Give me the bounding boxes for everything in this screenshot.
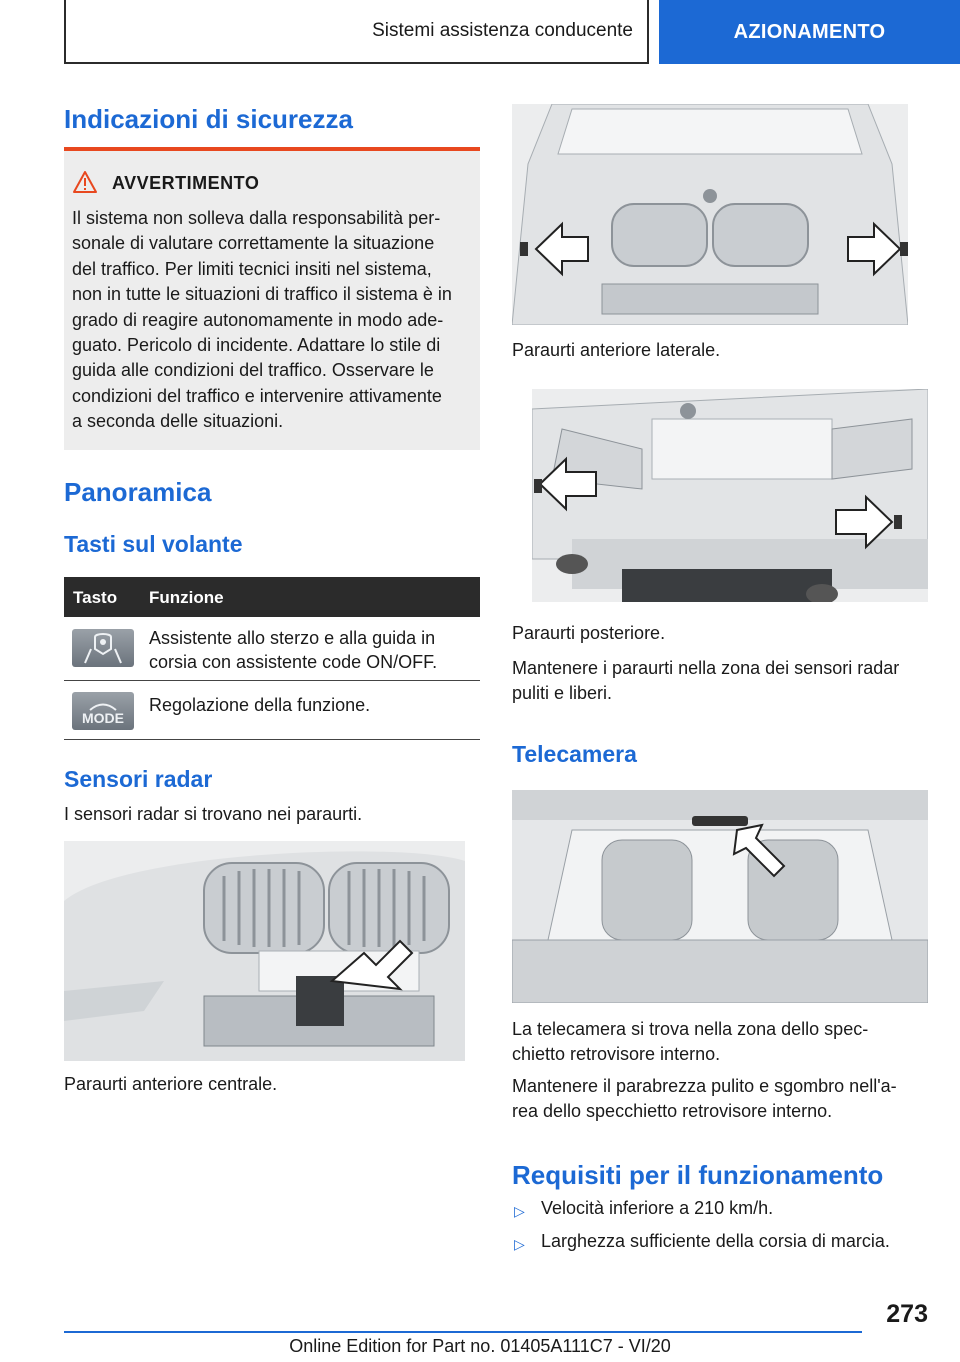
- camera-care-text: Mantenere il parabrezza pulito e sgombro nell'a- rea dello specchietto retrovisore interno.: [512, 1076, 897, 1121]
- camera-location-image: [512, 790, 928, 1003]
- rear-bumper-image: [532, 389, 928, 602]
- table-header: [64, 577, 480, 617]
- camera-location-text: La telecamera si trova nella zona dello spec- chietto retrovisore interno.: [512, 1019, 869, 1064]
- steering-keys-heading: Tasti sul volante: [64, 531, 243, 557]
- col-function-header: Funzione: [149, 588, 224, 607]
- header-section-tab: [64, 0, 649, 64]
- footer-rule: [64, 1331, 862, 1333]
- safety-heading: Indicazioni di sicurezza: [64, 104, 353, 134]
- bullet-triangle-icon: ▷: [514, 1236, 525, 1252]
- front-side-bumper-image: [512, 104, 908, 325]
- mode-button-icon: MODE: [72, 692, 134, 730]
- front-center-bumper-image: [64, 841, 465, 1061]
- table-row: [64, 681, 480, 740]
- table-row: [64, 617, 480, 681]
- radar-note: Mantenere i paraurti nella zona dei sensori radar puliti e liberi.: [512, 658, 900, 703]
- overview-heading: Panoramica: [64, 477, 212, 507]
- header-chapter-tab: [659, 0, 960, 64]
- bullet-triangle-icon: ▷: [514, 1203, 525, 1219]
- list-item: Larghezza sufficiente della corsia di marcia.: [541, 1231, 890, 1251]
- page-number: 273: [886, 1300, 928, 1328]
- lane-assist-steering-icon: [72, 629, 134, 667]
- rear-caption: Paraurti posteriore.: [512, 623, 666, 643]
- col-key-header: Tasto: [73, 588, 118, 607]
- footer-edition: Online Edition for Part no. 01405A111C7 - VI/20: [289, 1336, 671, 1356]
- warning-text: Il sistema non solleva dalla responsabilità per- sonale di valutare correttamente la situazione del traffico. Per limiti tecnici insiti nel sistema, non in tutte le situazioni di traffico il sistema è in grado di reagire autonomamente in modo ade- guato. Pericolo di incidente. Adattare lo stile di guida alle condizioni del traffico. Osservare le condizioni del traffico e intervenire attivamente a seconda delle situazioni.: [72, 208, 452, 432]
- row-function-text: Assistente allo sterzo e alla guida in corsia con assistente code ON/OFF.: [149, 628, 438, 672]
- front-side-caption: Paraurti anteriore laterale.: [512, 340, 721, 360]
- camera-heading: Telecamera: [512, 741, 637, 767]
- warning-label: AVVERTIMENTO: [112, 173, 260, 193]
- header-chapter-title: AZIONAMENTO: [733, 20, 886, 43]
- list-item: Velocità inferiore a 210 km/h.: [541, 1198, 774, 1218]
- warning-triangle-icon: [72, 170, 98, 194]
- front-center-caption: Paraurti anteriore centrale.: [64, 1074, 278, 1094]
- radar-intro: I sensori radar si trovano nei paraurti.: [64, 804, 363, 824]
- requirements-heading: Requisiti per il funzionamento: [512, 1160, 884, 1190]
- steering-keys-table: [64, 577, 480, 740]
- header-section-title: Sistemi assistenza conducente: [372, 20, 633, 41]
- radar-heading: Sensori radar: [64, 766, 213, 792]
- row-function-text: Regolazione della funzione.: [149, 695, 371, 715]
